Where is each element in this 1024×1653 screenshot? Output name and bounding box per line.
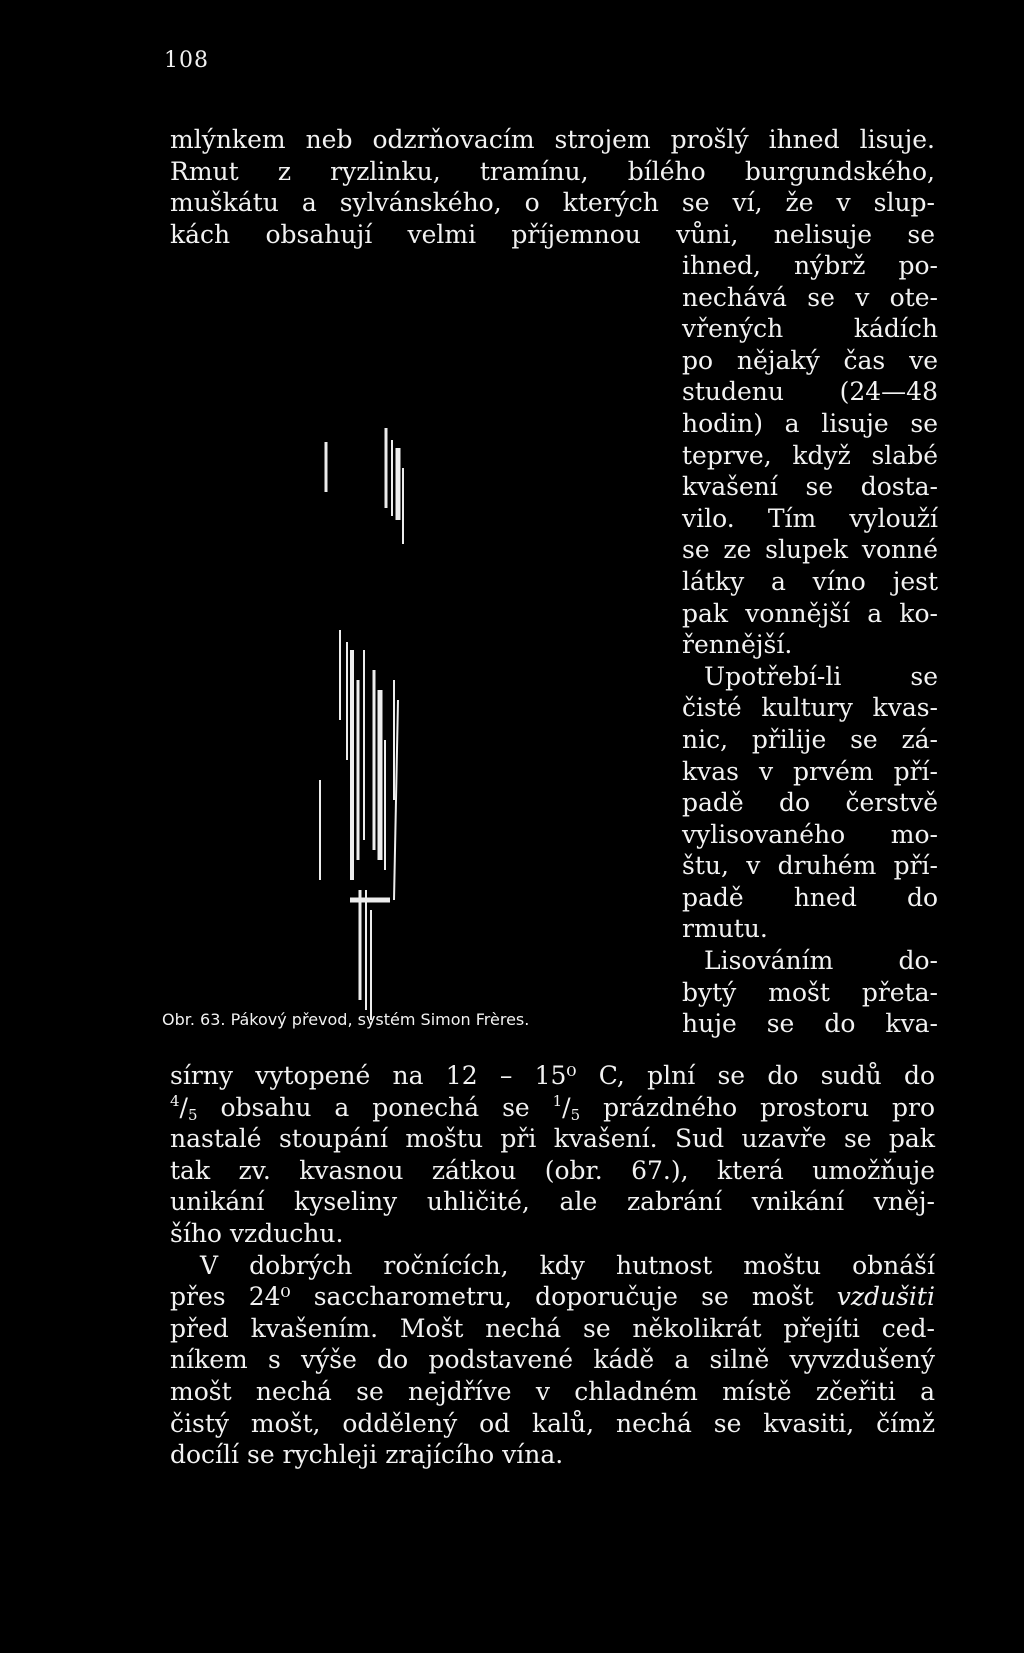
text-line xyxy=(170,1281,935,1313)
text-fragment: prázdného prostoru pro xyxy=(603,1092,935,1122)
text-line: Rmut z ryzlinku, tramínu, bílého burgundského, xyxy=(170,156,935,186)
text-line: nic, přilije se zá- xyxy=(682,724,938,754)
text-line: před kvašením. Mošt nechá se několikrát přejíti ced- xyxy=(170,1313,935,1343)
text-fragment: přes 24⁰ saccharometru, doporučuje se mošt xyxy=(170,1282,814,1312)
text-line: tak zv. kvasnou zátkou (obr. 67.), která umožňuje xyxy=(170,1155,935,1185)
text-line: kách obsahují velmi příjemnou vůni, nelisuje se xyxy=(170,219,935,249)
fraction-denominator: 5 xyxy=(570,1105,581,1124)
text-line: hodin) a lisuje se xyxy=(682,408,938,438)
top-paragraph xyxy=(170,124,935,250)
text-line: sírny vytopené na 12 – 15⁰ C, plní se do sudů do xyxy=(170,1061,935,1090)
text-line: nechává se v ote- xyxy=(682,282,938,312)
text-line: látky a víno jest xyxy=(682,566,938,596)
fraction-numerator: 4 xyxy=(170,1091,180,1110)
fraction-denominator: 5 xyxy=(187,1105,198,1124)
emphasized-word: vzdušiti xyxy=(836,1282,935,1312)
text-line: šího vzduchu. xyxy=(170,1218,344,1248)
text-line: docílí se rychleji zrajícího vína. xyxy=(170,1440,564,1470)
wrapped-text-column xyxy=(682,250,938,1040)
text-line: V dobrých ročnících, kdy hutnost moštu obnáší xyxy=(200,1250,935,1280)
bottom-paragraph xyxy=(170,1060,935,1471)
text-line: vylisovaného mo- xyxy=(682,819,938,849)
text-line: teprve, když slabé xyxy=(682,440,938,470)
text-line: padě hned do xyxy=(682,882,938,912)
text-line: mošt nechá se nejdříve v chladném místě zčeřiti a xyxy=(170,1376,935,1406)
text-line: rmutu. xyxy=(682,914,768,944)
text-line: štu, v druhém pří- xyxy=(682,851,938,881)
text-line: mlýnkem neb odzrňovacím strojem prošlý ihned lisuje. xyxy=(170,125,935,154)
text-line: huje se do kva- xyxy=(682,1009,938,1039)
text-line: vřených kádích xyxy=(682,314,938,344)
text-fragment: obsahu a ponechá se xyxy=(220,1092,530,1122)
text-line: nastalé stoupání moštu při kvašení. Sud uzavře se pak xyxy=(170,1124,935,1154)
lever-press-figure xyxy=(290,420,460,1020)
text-line: čisté kultury kvas- xyxy=(682,693,938,723)
text-line: bytý mošt přeta- xyxy=(682,977,938,1007)
text-line: Lisováním do- xyxy=(704,946,938,976)
text-line: studenu (24—48 xyxy=(682,377,938,407)
text-line: unikání kyseliny uhličité, ale zabrání vnikání vněj- xyxy=(170,1187,935,1217)
text-line: ihned, nýbrž po- xyxy=(682,251,938,280)
text-line: muškátu a sylvánského, o kterých se ví, že v slup- xyxy=(170,188,935,218)
fraction-numerator: 1 xyxy=(552,1091,563,1110)
text-line-fractions: $^4/_5$ obsahu a ponechá se $^1/_5$ prázdného prostoru pro xyxy=(170,1091,935,1124)
text-line: pak vonnější a ko- xyxy=(682,598,938,628)
text-line: po nějaký čas ve xyxy=(682,345,938,375)
text-line: kvas v prvém pří- xyxy=(682,756,938,786)
page-number: 108 xyxy=(164,48,209,73)
lever-press-illustration xyxy=(290,420,460,1020)
figure-caption: Obr. 63. Pákový převod, systém Simon Frères. xyxy=(162,1010,530,1029)
text-line: čistý mošt, oddělený od kalů, nechá se kvasiti, čímž xyxy=(170,1408,935,1438)
text-line: vilo. Tím vylouží xyxy=(682,503,938,533)
text-line: se ze slupek vonné xyxy=(682,535,938,565)
text-line: padě do čerstvě xyxy=(682,788,938,818)
text-line: Upotřebí-li se xyxy=(704,661,938,691)
text-line: kvašení se dosta- xyxy=(682,472,938,502)
text-line: níkem s výše do podstavené kádě a silně vyvzdušený xyxy=(170,1345,935,1375)
text-line: řennější. xyxy=(682,630,793,660)
